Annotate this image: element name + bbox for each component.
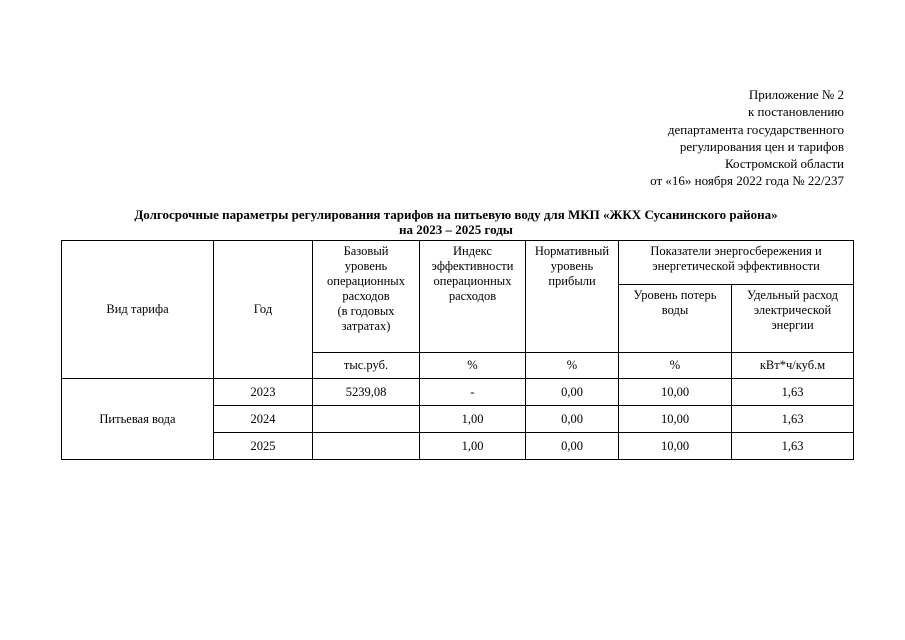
- efficiency-index-cell: -: [420, 379, 526, 406]
- appendix-line: регулирования цен и тарифов: [679, 138, 844, 154]
- header-efficiency-index: [420, 241, 526, 353]
- tariff-name-cell: Питьевая вода: [62, 379, 214, 460]
- header-text: Базовый: [343, 244, 389, 258]
- year-cell: 2023: [214, 379, 313, 406]
- unit-base-level: тыс.руб.: [313, 353, 420, 379]
- header-text: уровень: [550, 259, 594, 273]
- header-text: воды: [661, 303, 689, 317]
- specific-consumption-cell: 1,63: [732, 433, 854, 460]
- water-loss-cell: 10,00: [619, 406, 732, 433]
- header-text: электрической: [753, 303, 832, 317]
- year-cell: 2024: [214, 406, 313, 433]
- base-level-cell: [313, 406, 420, 433]
- appendix-line: департамента государственного: [667, 121, 844, 137]
- unit-normative-profit: %: [526, 353, 619, 379]
- title-line: Долгосрочные параметры регулирования тарифов на питьевую воду для МКП «ЖКХ Сусанинского района»: [134, 207, 778, 222]
- document-title: [60, 207, 852, 237]
- header-tariff-type: Вид тарифа: [62, 241, 214, 379]
- title-line: на 2023 – 2025 годы: [399, 222, 513, 237]
- normative-profit-cell: 0,00: [526, 433, 619, 460]
- header-text: эффективности: [431, 259, 514, 273]
- appendix-line: от «16» ноября 2022 года № 22/237: [650, 173, 844, 189]
- header-energy-group: [619, 241, 854, 285]
- efficiency-index-cell: 1,00: [420, 433, 526, 460]
- header-row: [62, 241, 854, 285]
- year-cell: 2025: [214, 433, 313, 460]
- header-text: (в годовых: [337, 304, 395, 318]
- base-level-cell: [313, 433, 420, 460]
- base-level-cell: 5239,08: [313, 379, 420, 406]
- header-text: Индекс: [453, 244, 492, 258]
- header-text: Нормативный: [534, 244, 610, 258]
- header-specific-consumption: [732, 285, 854, 353]
- appendix-line: Костромской области: [724, 156, 844, 172]
- header-text: Удельный расход: [746, 288, 839, 302]
- table-row: [62, 379, 854, 406]
- water-loss-cell: 10,00: [619, 433, 732, 460]
- normative-profit-cell: 0,00: [526, 406, 619, 433]
- header-text: прибыли: [548, 274, 596, 288]
- header-base-level: [313, 241, 420, 353]
- tariff-parameters-table: [61, 240, 854, 460]
- unit-specific-consumption: кВт*ч/куб.м: [732, 353, 854, 379]
- header-text: затратах): [341, 319, 391, 333]
- water-loss-cell: 10,00: [619, 379, 732, 406]
- specific-consumption-cell: 1,63: [732, 379, 854, 406]
- header-text: Показатели энергосбережения и: [650, 244, 822, 258]
- header-text: Уровень потерь: [633, 288, 717, 302]
- header-water-loss: [619, 285, 732, 353]
- header-text: уровень: [344, 259, 388, 273]
- header-normative-profit: [526, 241, 619, 353]
- header-text: энергетической эффективности: [652, 259, 820, 273]
- header-text: операционных: [433, 274, 512, 288]
- normative-profit-cell: 0,00: [526, 379, 619, 406]
- unit-efficiency-index: %: [420, 353, 526, 379]
- header-text: энергии: [771, 318, 814, 332]
- efficiency-index-cell: 1,00: [420, 406, 526, 433]
- specific-consumption-cell: 1,63: [732, 406, 854, 433]
- appendix-block: [650, 86, 844, 190]
- header-text: операционных: [327, 274, 405, 288]
- appendix-line: Приложение № 2: [748, 87, 844, 102]
- header-text: расходов: [342, 289, 390, 303]
- appendix-line: к постановлению: [747, 104, 844, 120]
- header-year: Год: [214, 241, 313, 379]
- unit-water-loss: %: [619, 353, 732, 379]
- header-text: расходов: [448, 289, 497, 303]
